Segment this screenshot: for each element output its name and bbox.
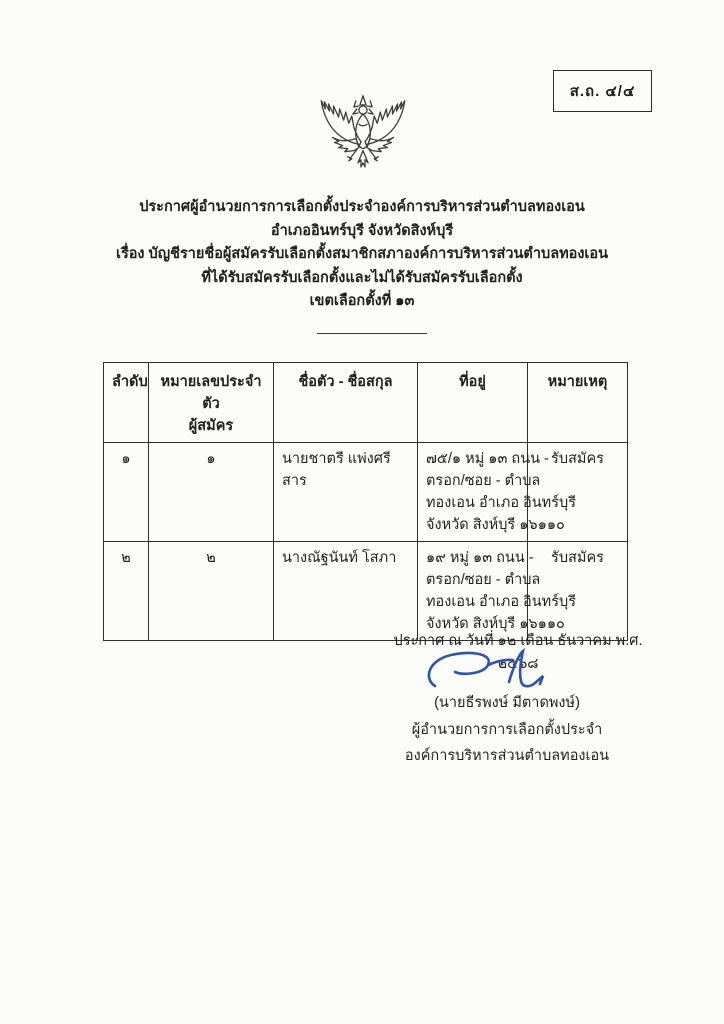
- signer-title-line1: ผู้อำนวยการการเลือกตั้งประจำ: [411, 721, 603, 738]
- row1-remark: รับสมัคร: [528, 443, 628, 542]
- form-code: ส.ถ. ๔/๔: [569, 83, 636, 100]
- form-code-box: [553, 70, 652, 112]
- table-row: [104, 542, 628, 641]
- row1-order: ๑: [104, 443, 149, 542]
- signer-name: (นายธีรพงษ์ มีตาดพงษ์): [434, 695, 580, 711]
- title-divider: [317, 333, 427, 334]
- subject-line1: เรื่อง บัญชีรายชื่อผู้สมัครรับเลือกตั้งสมาชิกสภาองค์การบริหารส่วนตำบลทองเอน: [115, 246, 609, 262]
- garuda-emblem-icon: [302, 92, 424, 192]
- row1-name: นายชาตรี แพ่งศรีสาร: [274, 443, 418, 542]
- row2-name: นางณัฐนันท์ โสภา: [274, 542, 418, 641]
- subject-line2: ที่ได้รับสมัครรับเลือกตั้งและไม่ได้รับสมัครรับเลือกตั้ง: [201, 269, 523, 286]
- table-row: [104, 443, 628, 542]
- district-line: เขตเลือกตั้งที่ ๑๓: [309, 293, 415, 309]
- col-header-order: ลำดับ: [104, 363, 149, 443]
- col-header-candidate-number: หมายเลขประจำตัว ผู้สมัคร: [149, 363, 274, 443]
- row1-candidate-number: ๑: [149, 443, 274, 542]
- row2-remark: รับสมัคร: [528, 542, 628, 641]
- col-header-address: ที่อยู่: [418, 363, 528, 443]
- table-header-row: [104, 363, 628, 443]
- candidate-table: [103, 362, 628, 641]
- signer-title-line2: องค์การบริหารส่วนตำบลทองเอน: [404, 748, 610, 764]
- announcement-title-line2: อำเภออินทร์บุรี จังหวัดสิงห์บุรี: [270, 222, 454, 239]
- row2-order: ๒: [104, 542, 149, 641]
- col-header-name: ชื่อตัว - ชื่อสกุล: [274, 363, 418, 443]
- row2-address: ๑๙ หมู่ ๑๓ ถนน - ตรอก/ซอย - ตำบล ทองเอน อำเภอ อินทร์บุรี จังหวัด สิงห์บุรี ๑๖๑๑๐: [418, 542, 528, 641]
- announcement-date-line: ประกาศ ณ วันที่ ๑๒ เดือน ธันวาคม พ.ศ. ๒๕๖๘: [393, 633, 643, 672]
- col-header-remark: หมายเหตุ: [528, 363, 628, 443]
- title-block: [0, 196, 724, 314]
- announcement-title-line1: ประกาศผู้อำนวยการการเลือกตั้งประจำองค์การบริหารส่วนตำบลทองเอน: [139, 199, 585, 215]
- row2-candidate-number: ๒: [149, 542, 274, 641]
- signer-block: [373, 690, 641, 770]
- row1-address: ๗๕/๑ หมู่ ๑๓ ถนน - ตรอก/ซอย - ตำบล ทองเอน อำเภอ อินทร์บุรี จังหวัด สิงห์บุรี ๑๖๑๑๐: [418, 443, 528, 542]
